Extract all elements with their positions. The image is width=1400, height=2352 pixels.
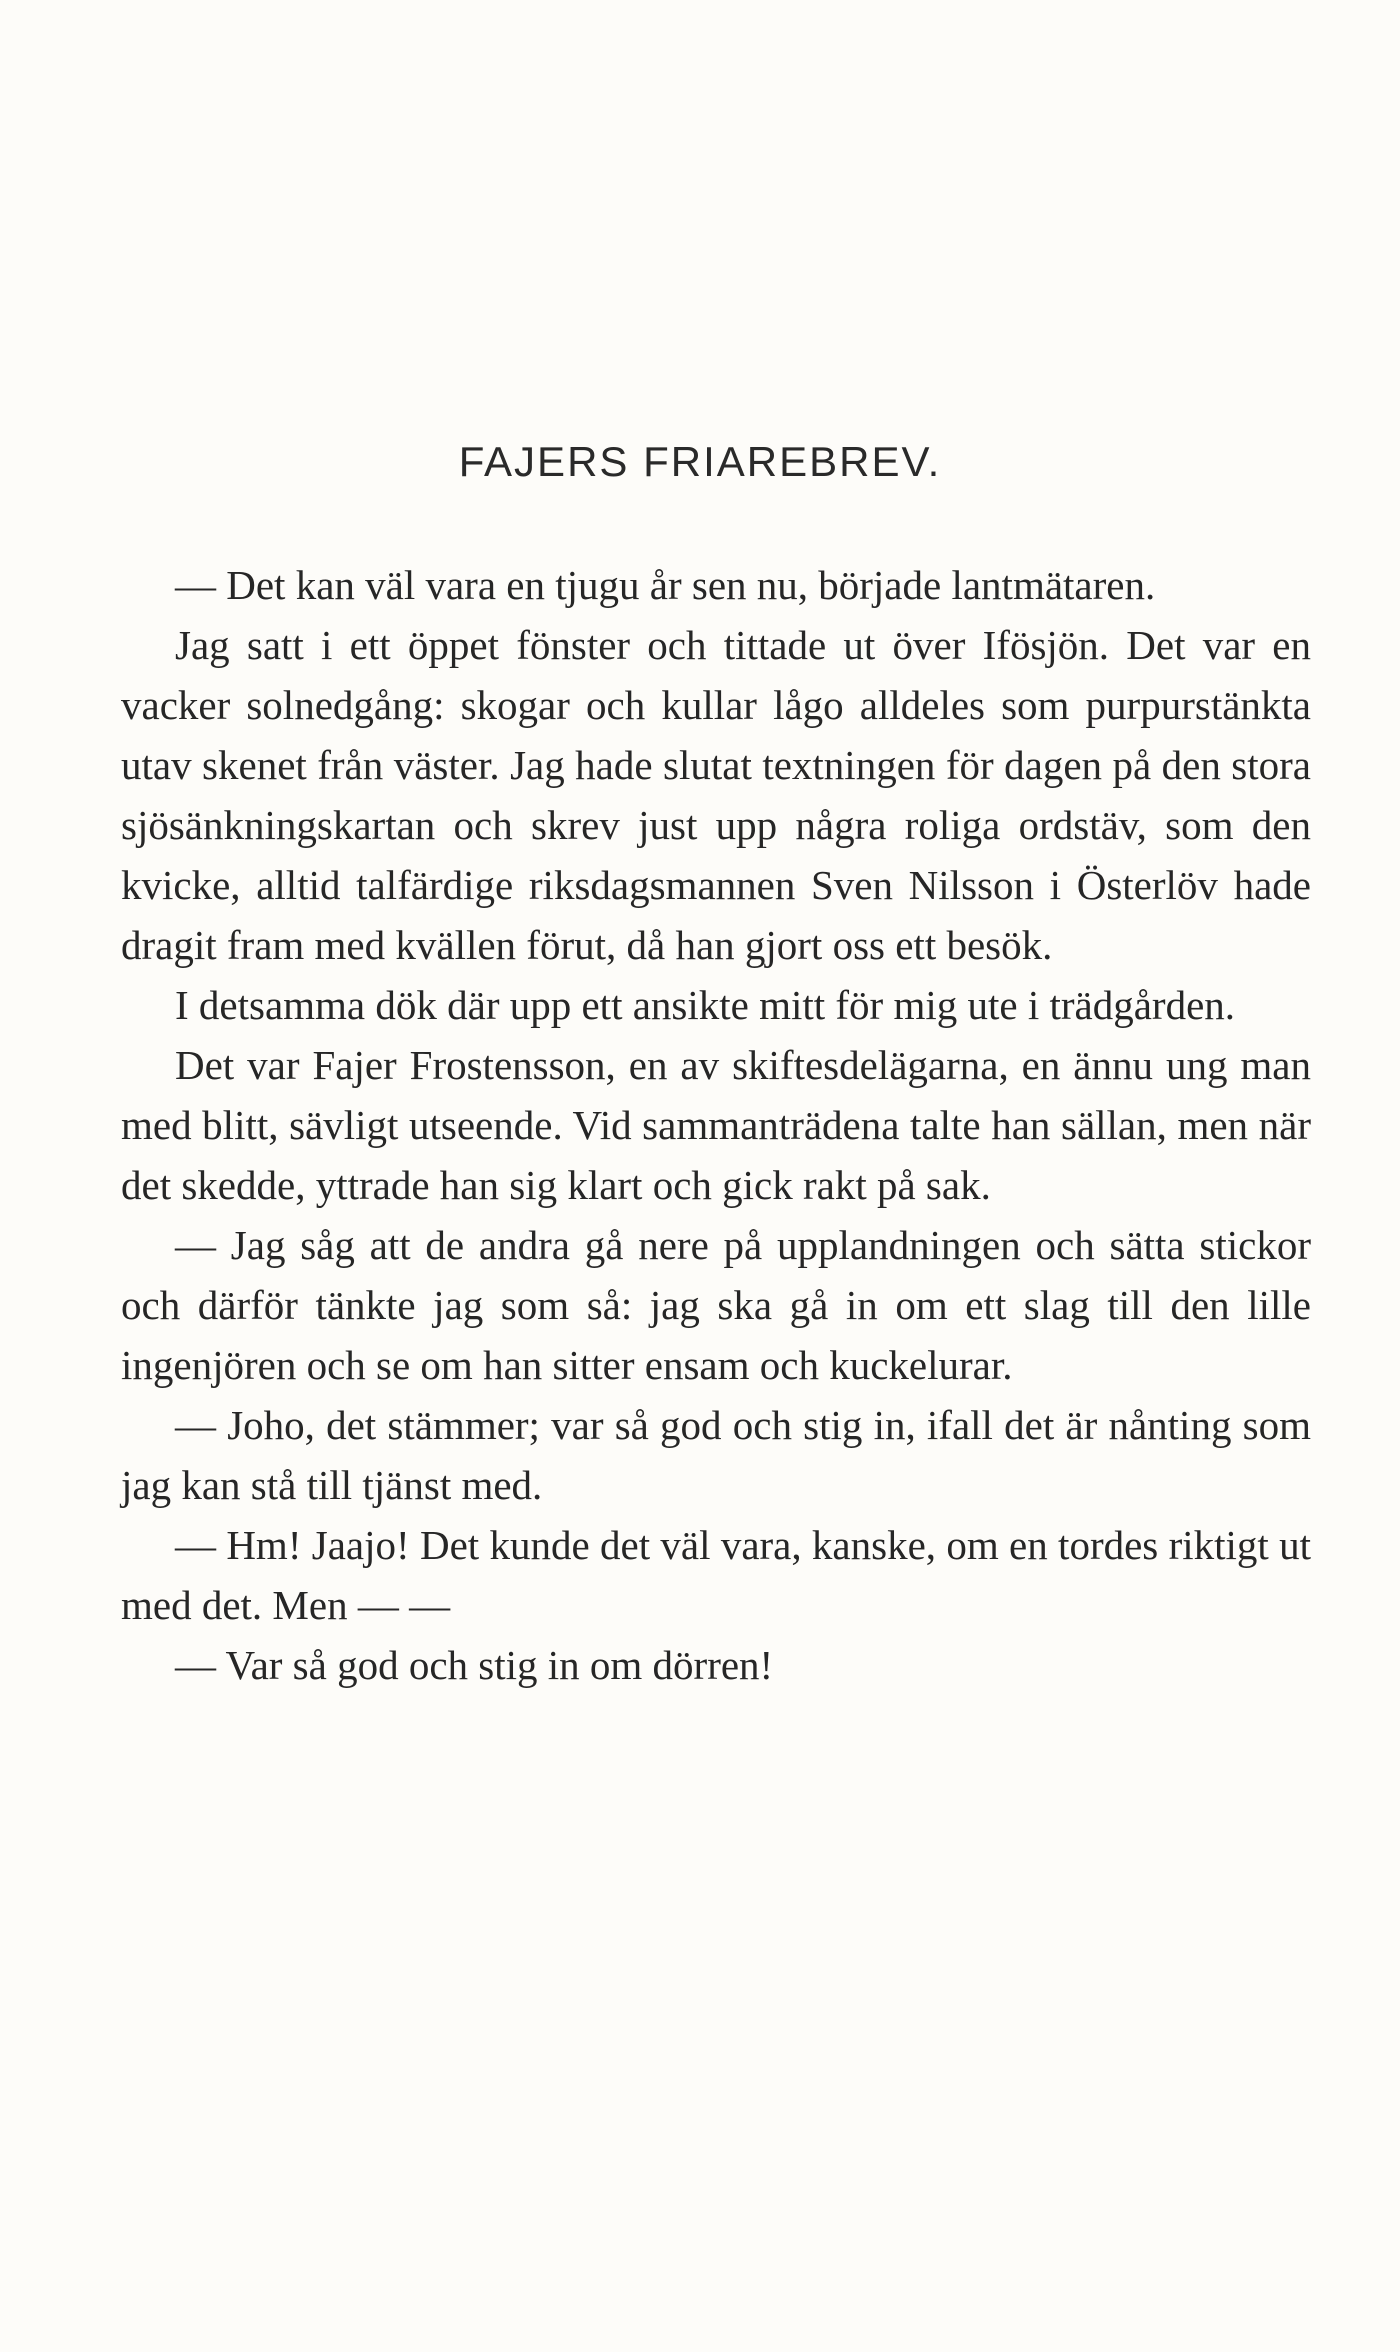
paragraph: Jag satt i ett öppet fönster och tittade ut över Ifösjön. Det var en vacker solnedgång: skogar och kullar lågo alldeles som purpurstänkta utav skenet från väster. Jag hade slutat textningen för dagen på den stora sjösänkningskartan och skrev just upp några roliga ordstäv, som den kvicke, alltid talfärdige riksdagsmannen Sven Nilsson i Österlöv hade dragit fram med kvällen förut, då han gjort oss ett besök. — [121, 622, 1311, 968]
chapter-body — [121, 555, 1311, 1695]
paragraph: — Joho, det stämmer; var så god och stig in, ifall det är nånting som jag kan stå till tjänst med. — [121, 1402, 1311, 1508]
chapter-title: FAJERS FRIAREBREV. — [458, 438, 942, 485]
paragraph: — Det kan väl vara en tjugu år sen nu, började lantmätaren. — [175, 562, 1156, 608]
paragraph: — Hm! Jaajo! Det kunde det väl vara, kanske, om en tordes riktigt ut med det. Men — — — [121, 1522, 1311, 1628]
paragraph: Det var Fajer Frostensson, en av skiftesdelägarna, en ännu ung man med blitt, sävligt utseende. Vid sammanträdena talte han sällan, men när det skedde, yttrade han sig klart och gick rakt på sak. — [121, 1042, 1311, 1208]
paragraph: — Jag såg att de andra gå nere på upplandningen och sätta stickor och därför tänkte jag som så: jag ska gå in om ett slag till den lille ingenjören och se om han sitter ensam och kuckelurar. — [121, 1222, 1311, 1388]
paragraph: — Var så god och stig in om dörren! — [175, 1642, 774, 1688]
paragraph: I detsamma dök där upp ett ansikte mitt för mig ute i trädgården. — [175, 982, 1236, 1028]
